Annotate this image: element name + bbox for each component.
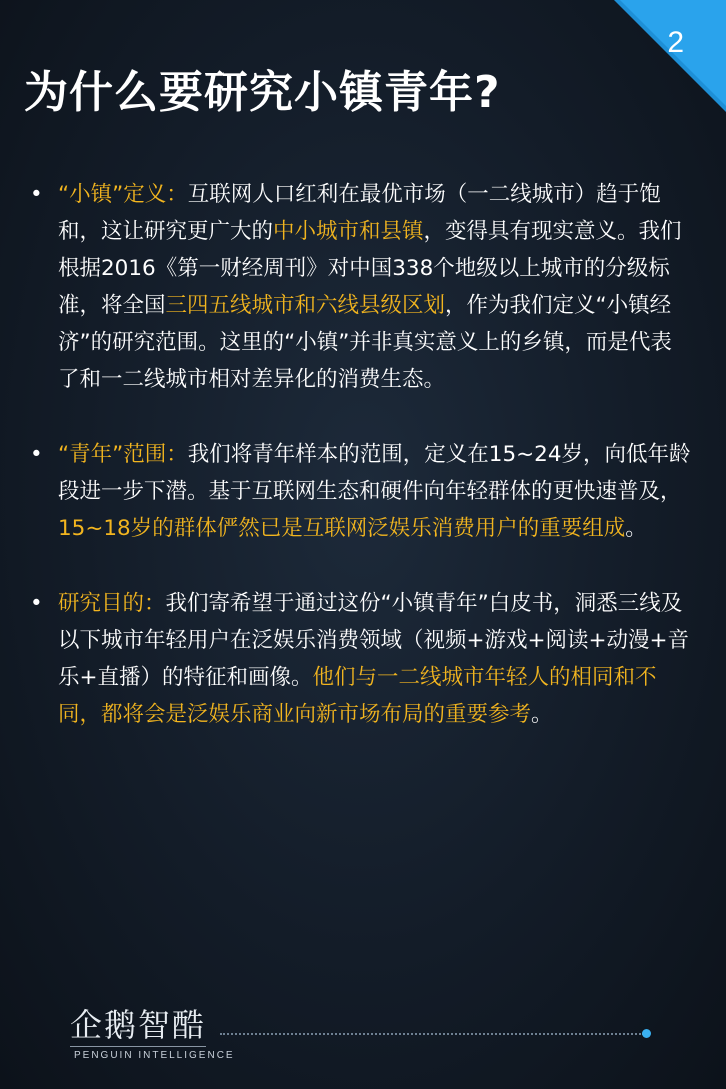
label-colon: ： — [166, 182, 188, 207]
footer — [70, 1000, 670, 1070]
brand-logo: 企鹅智酷 — [70, 1006, 207, 1044]
footer-end-dot — [642, 1029, 651, 1038]
section-highlight: 中小城市和县镇 — [273, 219, 424, 244]
section-highlight: 三四五线城市和六线县级区划 — [165, 293, 446, 318]
section-text: 互联网人口红利在最优市场（一二线城市）趋于饱和，这让研究更广大的 — [58, 182, 661, 244]
section-highlight: 他们与一二线城市年轻人的相同和不同，都将会是泛娱乐商业向新市场布局的重要参考 — [58, 665, 657, 727]
page-number: 2 — [667, 26, 684, 59]
label-colon: ： — [144, 591, 166, 616]
page-title: 为什么要研究小镇青年? — [24, 67, 501, 118]
bullet-list — [30, 176, 692, 771]
bullet-dot: • — [30, 442, 43, 467]
footer-dotted-line — [220, 1033, 644, 1035]
section-text: 我们将青年样本的范围，定义在15~24岁，向低年龄段进一步下潜。基于互联网生态和硬件向年轻群体的更快速普及， — [58, 442, 691, 504]
section-text: 。 — [625, 516, 647, 541]
section-label: “小镇”定义 — [58, 182, 167, 207]
bullet-dot: • — [30, 591, 43, 616]
section-text: 我们寄希望于通过这份“小镇青年”白皮书，洞悉三线及以下城市年轻用户在泛娱乐消费领域（视频+游戏+阅读+动漫+音乐+直播）的特征和画像。 — [58, 591, 690, 690]
bullet-dot: • — [30, 182, 43, 207]
bullet-research-purpose — [30, 585, 692, 733]
brand-subtitle: PENGUIN INTELLIGENCE — [74, 1050, 235, 1061]
bullet-youth-range — [30, 436, 692, 547]
section-label: “青年”范围 — [58, 442, 167, 467]
section-text: ，作为我们定义“小镇经济”的研究范围。这里的“小镇”并非真实意义上的乡镇，而是代表了和一二线城市相对差异化的消费生态。 — [58, 293, 672, 392]
section-label: 研究目的 — [58, 591, 145, 616]
section-text: ，变得具有现实意义。我们根据2016《第一财经周刊》对中国338个地级以上城市的分级标准，将全国 — [58, 219, 682, 318]
label-colon: ： — [166, 442, 188, 467]
bullet-town-definition — [30, 176, 692, 398]
section-highlight: 15~18岁的群体俨然已是互联网泛娱乐消费用户的重要组成 — [58, 516, 626, 541]
logo-divider — [70, 1046, 206, 1047]
section-text: 。 — [531, 702, 553, 727]
